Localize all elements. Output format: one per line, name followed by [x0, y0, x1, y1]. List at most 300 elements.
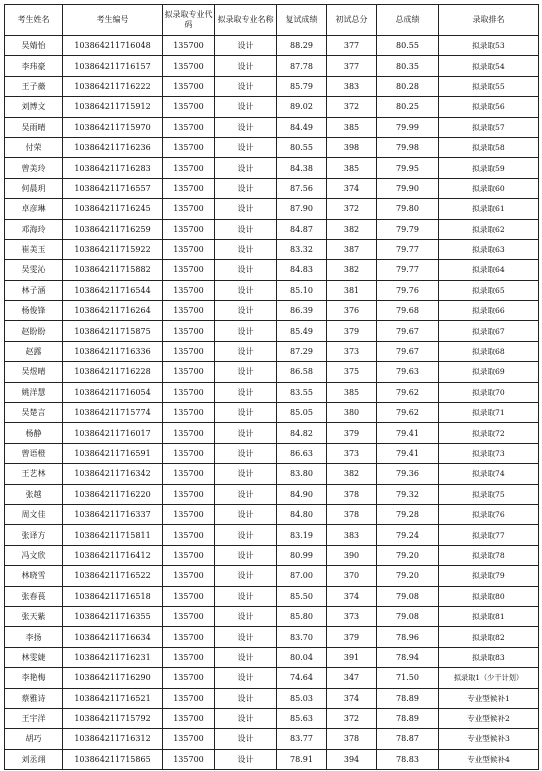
- cell-initial-score: 398: [327, 137, 377, 157]
- cell-major-code: 135700: [163, 137, 215, 157]
- cell-rank: 拟录取58: [439, 137, 539, 157]
- cell-total-score: 79.20: [377, 566, 439, 586]
- cell-total-score: 79.36: [377, 464, 439, 484]
- cell-total-score: 78.83: [377, 749, 439, 769]
- cell-total-score: 79.41: [377, 443, 439, 463]
- cell-exam-id: 103864211715922: [63, 239, 163, 259]
- cell-rank: 拟录取63: [439, 239, 539, 259]
- cell-total-score: 79.28: [377, 504, 439, 524]
- cell-initial-score: 387: [327, 239, 377, 259]
- cell-exam-id: 103864211715865: [63, 749, 163, 769]
- cell-name: 崔美玉: [5, 239, 63, 259]
- table-row: [5, 566, 539, 586]
- cell-total-score: 79.80: [377, 199, 439, 219]
- cell-major-code: 135700: [163, 627, 215, 647]
- cell-retest-score: 74.64: [277, 668, 327, 688]
- cell-retest-score: 87.29: [277, 341, 327, 361]
- cell-major-name: 设计: [215, 423, 277, 443]
- cell-name: 邓海玲: [5, 219, 63, 239]
- cell-major-name: 设计: [215, 688, 277, 708]
- cell-total-score: 79.63: [377, 362, 439, 382]
- cell-name: 刘丞翊: [5, 749, 63, 769]
- table-row: [5, 362, 539, 382]
- table-row: [5, 158, 539, 178]
- table-row: [5, 56, 539, 76]
- cell-retest-score: 84.80: [277, 504, 327, 524]
- cell-rank: 拟录取54: [439, 56, 539, 76]
- cell-exam-id: 103864211715792: [63, 708, 163, 728]
- table-row: [5, 382, 539, 402]
- cell-initial-score: 379: [327, 627, 377, 647]
- cell-major-code: 135700: [163, 708, 215, 728]
- cell-major-name: 设计: [215, 76, 277, 96]
- cell-rank: 拟录取80: [439, 586, 539, 606]
- cell-retest-score: 83.80: [277, 464, 327, 484]
- cell-rank: 拟录取79: [439, 566, 539, 586]
- cell-rank: 拟录取82: [439, 627, 539, 647]
- cell-major-name: 设计: [215, 749, 277, 769]
- cell-name: 李艳梅: [5, 668, 63, 688]
- cell-total-score: 71.50: [377, 668, 439, 688]
- cell-major-name: 设计: [215, 525, 277, 545]
- cell-rank: 拟录取81: [439, 606, 539, 626]
- cell-total-score: 79.68: [377, 301, 439, 321]
- cell-major-name: 设计: [215, 382, 277, 402]
- cell-name: 张天紫: [5, 606, 63, 626]
- cell-major-name: 设计: [215, 464, 277, 484]
- cell-total-score: 80.28: [377, 76, 439, 96]
- cell-total-score: 78.96: [377, 627, 439, 647]
- header-rank: 录取排名: [439, 5, 539, 36]
- cell-rank: 拟录取57: [439, 117, 539, 137]
- cell-initial-score: 377: [327, 36, 377, 56]
- cell-major-name: 设计: [215, 545, 277, 565]
- cell-initial-score: 375: [327, 362, 377, 382]
- cell-retest-score: 85.50: [277, 586, 327, 606]
- cell-major-name: 设计: [215, 403, 277, 423]
- cell-major-name: 设计: [215, 647, 277, 667]
- cell-name: 王子薇: [5, 76, 63, 96]
- cell-exam-id: 103864211716283: [63, 158, 163, 178]
- cell-major-code: 135700: [163, 668, 215, 688]
- cell-major-name: 设计: [215, 443, 277, 463]
- cell-initial-score: 374: [327, 586, 377, 606]
- cell-major-code: 135700: [163, 423, 215, 443]
- cell-rank: 拟录取64: [439, 260, 539, 280]
- cell-retest-score: 85.80: [277, 606, 327, 626]
- cell-major-code: 135700: [163, 647, 215, 667]
- table-row: [5, 137, 539, 157]
- cell-name: 蔡雅诗: [5, 688, 63, 708]
- cell-rank: 专业型候补1: [439, 688, 539, 708]
- cell-total-score: 79.24: [377, 525, 439, 545]
- cell-major-code: 135700: [163, 199, 215, 219]
- cell-major-code: 135700: [163, 260, 215, 280]
- cell-major-code: 135700: [163, 749, 215, 769]
- table-row: [5, 749, 539, 769]
- cell-rank: 拟录取73: [439, 443, 539, 463]
- cell-retest-score: 83.19: [277, 525, 327, 545]
- cell-major-code: 135700: [163, 403, 215, 423]
- cell-initial-score: 377: [327, 56, 377, 76]
- cell-major-code: 135700: [163, 239, 215, 259]
- cell-major-name: 设计: [215, 97, 277, 117]
- cell-total-score: 79.62: [377, 403, 439, 423]
- table-row: [5, 545, 539, 565]
- cell-initial-score: 394: [327, 749, 377, 769]
- cell-major-name: 设计: [215, 321, 277, 341]
- cell-retest-score: 85.10: [277, 280, 327, 300]
- cell-total-score: 79.32: [377, 484, 439, 504]
- cell-major-name: 设计: [215, 362, 277, 382]
- cell-initial-score: 383: [327, 525, 377, 545]
- table-row: [5, 403, 539, 423]
- table-row: [5, 525, 539, 545]
- cell-total-score: 78.94: [377, 647, 439, 667]
- cell-name: 吴楚言: [5, 403, 63, 423]
- cell-rank: 拟录取67: [439, 321, 539, 341]
- cell-major-name: 设计: [215, 627, 277, 647]
- cell-exam-id: 103864211715811: [63, 525, 163, 545]
- table-row: [5, 76, 539, 96]
- table-row: [5, 688, 539, 708]
- cell-rank: 拟录取75: [439, 484, 539, 504]
- cell-exam-id: 103864211716312: [63, 729, 163, 749]
- cell-retest-score: 86.39: [277, 301, 327, 321]
- cell-name: 冯文欣: [5, 545, 63, 565]
- cell-name: 周文佳: [5, 504, 63, 524]
- cell-name: 吴雯沁: [5, 260, 63, 280]
- header-total-score: 总成绩: [377, 5, 439, 36]
- table-body: [5, 36, 539, 770]
- cell-major-code: 135700: [163, 382, 215, 402]
- cell-name: 王艺林: [5, 464, 63, 484]
- cell-initial-score: 391: [327, 647, 377, 667]
- cell-rank: 拟录取53: [439, 36, 539, 56]
- cell-exam-id: 103864211716222: [63, 76, 163, 96]
- cell-rank: 拟录取78: [439, 545, 539, 565]
- cell-initial-score: 380: [327, 403, 377, 423]
- table-row: [5, 464, 539, 484]
- table-row: [5, 484, 539, 504]
- cell-retest-score: 84.90: [277, 484, 327, 504]
- cell-retest-score: 80.55: [277, 137, 327, 157]
- cell-major-name: 设计: [215, 668, 277, 688]
- cell-major-name: 设计: [215, 56, 277, 76]
- cell-initial-score: 390: [327, 545, 377, 565]
- cell-major-code: 135700: [163, 464, 215, 484]
- cell-rank: 专业型候补3: [439, 729, 539, 749]
- cell-major-name: 设计: [215, 341, 277, 361]
- cell-exam-id: 103864211716231: [63, 647, 163, 667]
- cell-exam-id: 103864211716264: [63, 301, 163, 321]
- cell-exam-id: 103864211716521: [63, 688, 163, 708]
- cell-rank: 专业型候补2: [439, 708, 539, 728]
- cell-exam-id: 103864211716342: [63, 464, 163, 484]
- cell-exam-id: 103864211716259: [63, 219, 163, 239]
- cell-retest-score: 88.29: [277, 36, 327, 56]
- cell-major-name: 设计: [215, 36, 277, 56]
- cell-exam-id: 103864211716290: [63, 668, 163, 688]
- cell-major-code: 135700: [163, 97, 215, 117]
- cell-initial-score: 373: [327, 443, 377, 463]
- header-name: 考生姓名: [5, 5, 63, 36]
- admission-table: [4, 4, 539, 770]
- cell-rank: 拟录取77: [439, 525, 539, 545]
- cell-name: 杨静: [5, 423, 63, 443]
- cell-retest-score: 85.79: [277, 76, 327, 96]
- cell-retest-score: 85.63: [277, 708, 327, 728]
- cell-retest-score: 85.05: [277, 403, 327, 423]
- cell-major-code: 135700: [163, 586, 215, 606]
- cell-major-code: 135700: [163, 525, 215, 545]
- cell-total-score: 79.77: [377, 239, 439, 259]
- cell-name: 林晓雪: [5, 566, 63, 586]
- cell-rank: 拟录取70: [439, 382, 539, 402]
- cell-total-score: 80.25: [377, 97, 439, 117]
- cell-total-score: 79.77: [377, 260, 439, 280]
- cell-initial-score: 370: [327, 566, 377, 586]
- table-row: [5, 341, 539, 361]
- cell-exam-id: 103864211716236: [63, 137, 163, 157]
- cell-initial-score: 385: [327, 158, 377, 178]
- header-exam-id: 考生编号: [63, 5, 163, 36]
- cell-rank: 拟录取72: [439, 423, 539, 443]
- cell-initial-score: 378: [327, 504, 377, 524]
- cell-major-code: 135700: [163, 729, 215, 749]
- cell-name: 吴煜晴: [5, 362, 63, 382]
- cell-major-code: 135700: [163, 117, 215, 137]
- cell-rank: 拟录取65: [439, 280, 539, 300]
- cell-rank: 专业型候补4: [439, 749, 539, 769]
- table-row: [5, 668, 539, 688]
- cell-rank: 拟录取69: [439, 362, 539, 382]
- cell-exam-id: 103864211716336: [63, 341, 163, 361]
- cell-exam-id: 103864211716355: [63, 606, 163, 626]
- cell-retest-score: 86.63: [277, 443, 327, 463]
- table-row: [5, 606, 539, 626]
- cell-major-code: 135700: [163, 301, 215, 321]
- cell-major-name: 设计: [215, 586, 277, 606]
- cell-rank: 拟录取66: [439, 301, 539, 321]
- cell-name: 刘博文: [5, 97, 63, 117]
- cell-total-score: 79.76: [377, 280, 439, 300]
- cell-name: 赵盼盼: [5, 321, 63, 341]
- cell-major-code: 135700: [163, 56, 215, 76]
- cell-major-name: 设计: [215, 504, 277, 524]
- cell-retest-score: 83.77: [277, 729, 327, 749]
- cell-major-name: 设计: [215, 117, 277, 137]
- cell-name: 曾美玲: [5, 158, 63, 178]
- cell-name: 胡巧: [5, 729, 63, 749]
- cell-exam-id: 103864211716522: [63, 566, 163, 586]
- cell-exam-id: 103864211716412: [63, 545, 163, 565]
- header-initial-score: 初试总分: [327, 5, 377, 36]
- table-row: [5, 586, 539, 606]
- cell-initial-score: 373: [327, 341, 377, 361]
- cell-total-score: 80.35: [377, 56, 439, 76]
- cell-exam-id: 103864211716054: [63, 382, 163, 402]
- cell-major-code: 135700: [163, 280, 215, 300]
- table-row: [5, 423, 539, 443]
- cell-initial-score: 382: [327, 464, 377, 484]
- cell-major-code: 135700: [163, 566, 215, 586]
- cell-major-name: 设计: [215, 199, 277, 219]
- cell-major-code: 135700: [163, 688, 215, 708]
- cell-major-code: 135700: [163, 362, 215, 382]
- cell-name: 林雯婕: [5, 647, 63, 667]
- table-row: [5, 280, 539, 300]
- cell-name: 赵露: [5, 341, 63, 361]
- cell-exam-id: 103864211716245: [63, 199, 163, 219]
- cell-rank: 拟录取74: [439, 464, 539, 484]
- cell-name: 张译方: [5, 525, 63, 545]
- cell-exam-id: 103864211716591: [63, 443, 163, 463]
- cell-retest-score: 80.04: [277, 647, 327, 667]
- cell-retest-score: 83.55: [277, 382, 327, 402]
- table-row: [5, 36, 539, 56]
- cell-rank: 拟录取68: [439, 341, 539, 361]
- cell-major-name: 设计: [215, 137, 277, 157]
- cell-retest-score: 80.99: [277, 545, 327, 565]
- table-row: [5, 260, 539, 280]
- cell-major-code: 135700: [163, 321, 215, 341]
- table-row: [5, 708, 539, 728]
- cell-total-score: 79.08: [377, 606, 439, 626]
- cell-rank: 拟录取55: [439, 76, 539, 96]
- cell-initial-score: 379: [327, 321, 377, 341]
- cell-exam-id: 103864211716634: [63, 627, 163, 647]
- table-row: [5, 199, 539, 219]
- table-row: [5, 504, 539, 524]
- cell-name: 张越: [5, 484, 63, 504]
- cell-rank: 拟录取61: [439, 199, 539, 219]
- cell-initial-score: 378: [327, 729, 377, 749]
- table-row: [5, 647, 539, 667]
- cell-major-name: 设计: [215, 606, 277, 626]
- cell-retest-score: 78.91: [277, 749, 327, 769]
- table-row: [5, 239, 539, 259]
- cell-name: 林子涵: [5, 280, 63, 300]
- cell-rank: 拟录取60: [439, 178, 539, 198]
- cell-total-score: 79.41: [377, 423, 439, 443]
- cell-rank: 拟录取1（少干计划）: [439, 668, 539, 688]
- cell-retest-score: 84.82: [277, 423, 327, 443]
- cell-initial-score: 372: [327, 97, 377, 117]
- cell-initial-score: 373: [327, 606, 377, 626]
- cell-name: 李扬: [5, 627, 63, 647]
- table-row: [5, 178, 539, 198]
- cell-retest-score: 89.02: [277, 97, 327, 117]
- cell-name: 何晨玥: [5, 178, 63, 198]
- cell-major-name: 设计: [215, 708, 277, 728]
- cell-major-name: 设计: [215, 484, 277, 504]
- cell-major-code: 135700: [163, 36, 215, 56]
- table-header-row: [5, 5, 539, 36]
- cell-retest-score: 87.56: [277, 178, 327, 198]
- cell-exam-id: 103864211716544: [63, 280, 163, 300]
- cell-rank: 拟录取59: [439, 158, 539, 178]
- cell-rank: 拟录取76: [439, 504, 539, 524]
- cell-total-score: 79.98: [377, 137, 439, 157]
- cell-major-name: 设计: [215, 219, 277, 239]
- header-major-name: 拟录取专业名称: [215, 5, 277, 36]
- cell-exam-id: 103864211716337: [63, 504, 163, 524]
- cell-retest-score: 83.70: [277, 627, 327, 647]
- table-row: [5, 219, 539, 239]
- cell-initial-score: 372: [327, 708, 377, 728]
- cell-retest-score: 85.49: [277, 321, 327, 341]
- cell-name: 杨俊锋: [5, 301, 63, 321]
- cell-name: 姚洋慧: [5, 382, 63, 402]
- cell-exam-id: 103864211716220: [63, 484, 163, 504]
- cell-major-name: 设计: [215, 566, 277, 586]
- cell-exam-id: 103864211715882: [63, 260, 163, 280]
- cell-major-name: 设计: [215, 239, 277, 259]
- cell-name: 王宇洋: [5, 708, 63, 728]
- cell-exam-id: 103864211715875: [63, 321, 163, 341]
- cell-exam-id: 103864211715970: [63, 117, 163, 137]
- cell-name: 李玮豪: [5, 56, 63, 76]
- table-row: [5, 301, 539, 321]
- header-retest-score: 复试成绩: [277, 5, 327, 36]
- cell-initial-score: 385: [327, 117, 377, 137]
- table-row: [5, 627, 539, 647]
- cell-major-code: 135700: [163, 606, 215, 626]
- cell-name: 吴婧怡: [5, 36, 63, 56]
- cell-initial-score: 382: [327, 260, 377, 280]
- cell-major-name: 设计: [215, 260, 277, 280]
- cell-exam-id: 103864211716228: [63, 362, 163, 382]
- cell-exam-id: 103864211716017: [63, 423, 163, 443]
- cell-rank: 拟录取71: [439, 403, 539, 423]
- cell-retest-score: 86.58: [277, 362, 327, 382]
- cell-initial-score: 372: [327, 199, 377, 219]
- cell-rank: 拟录取62: [439, 219, 539, 239]
- cell-total-score: 79.08: [377, 586, 439, 606]
- cell-major-code: 135700: [163, 178, 215, 198]
- cell-major-code: 135700: [163, 76, 215, 96]
- cell-major-name: 设计: [215, 178, 277, 198]
- cell-initial-score: 376: [327, 301, 377, 321]
- table-row: [5, 321, 539, 341]
- table-row: [5, 97, 539, 117]
- cell-name: 付荣: [5, 137, 63, 157]
- cell-retest-score: 84.83: [277, 260, 327, 280]
- cell-initial-score: 381: [327, 280, 377, 300]
- cell-retest-score: 87.00: [277, 566, 327, 586]
- cell-total-score: 80.55: [377, 36, 439, 56]
- cell-initial-score: 374: [327, 688, 377, 708]
- cell-rank: 拟录取83: [439, 647, 539, 667]
- cell-name: 曾语橙: [5, 443, 63, 463]
- cell-total-score: 78.89: [377, 708, 439, 728]
- cell-major-code: 135700: [163, 484, 215, 504]
- cell-major-name: 设计: [215, 280, 277, 300]
- cell-initial-score: 374: [327, 178, 377, 198]
- cell-rank: 拟录取56: [439, 97, 539, 117]
- cell-total-score: 79.67: [377, 321, 439, 341]
- cell-total-score: 78.87: [377, 729, 439, 749]
- cell-retest-score: 84.49: [277, 117, 327, 137]
- cell-total-score: 79.99: [377, 117, 439, 137]
- cell-major-code: 135700: [163, 341, 215, 361]
- cell-retest-score: 84.38: [277, 158, 327, 178]
- cell-major-name: 设计: [215, 729, 277, 749]
- cell-name: 卓彦琳: [5, 199, 63, 219]
- cell-total-score: 79.67: [377, 341, 439, 361]
- table-row: [5, 117, 539, 137]
